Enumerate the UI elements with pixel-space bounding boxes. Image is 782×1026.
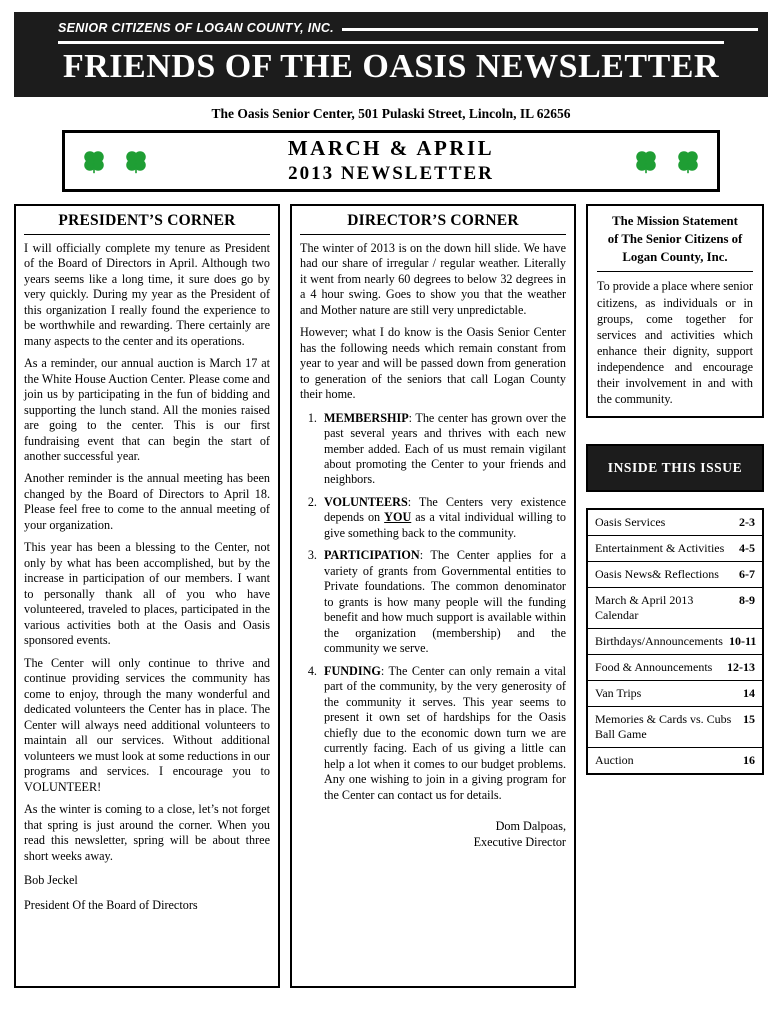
toc-title: Auction [595,753,634,768]
mission-title-line3: Logan County, Inc. [622,249,728,264]
mission-title-line2: of The Senior Citizens of [607,231,743,246]
four-leaf-clover-icon [123,148,149,174]
masthead-rule [342,28,758,31]
presidents-corner-heading: PRESIDENT’S CORNER [24,212,270,235]
masthead-rule-lower [58,41,724,44]
mission-title [597,213,753,273]
toc-page: 14 [743,686,755,701]
need-text-before: : The Centers very existence depends on [324,494,566,525]
table-row[interactable] [588,706,762,747]
table-row[interactable] [588,654,762,680]
sidebar-column [586,204,764,775]
masthead [14,12,768,97]
four-leaf-clover-icon [675,148,701,174]
table-row[interactable] [588,747,762,773]
paragraph: The Center will only continue to thrive and continue providing services the community has come to enjoy, through the many wonderful and dedicated volunteers the Center has in place. The Center will always need additional volunteers to maintain all our services. Without additional volunteers we must look at some reductions in our programs and services. I encourage you to VOLUNTEER! [24,655,270,794]
list-item [320,495,566,541]
issue-banner [62,130,720,192]
toc-page: 6-7 [739,567,755,582]
four-leaf-clover-icon [81,148,107,174]
toc-title: Van Trips [595,686,642,701]
table-row[interactable] [588,680,762,706]
content-columns [14,204,768,988]
organization-name: SENIOR CITIZENS OF LOGAN COUNTY, INC. [58,21,334,35]
table-row[interactable] [588,628,762,654]
table-row[interactable] [588,587,762,628]
president-signature-name: Bob Jeckel [24,873,78,888]
issue-months: MARCH & APRIL [287,136,495,161]
need-label: VOLUNTEERS [324,494,408,509]
need-text: : The Center can only remain a vital part of the community, by the very generosity of the community it serves. This year seems to present it own set of hardships for the Oasis chiefly due to the economic down turn we are currently facing. Each of us giving a little can help a lot when it comes to our budget problems. Any one wishing to join in a giving program for the Center can contact us for details. [324,663,566,802]
paragraph: I will officially complete my tenure as President of the Board of Directors in April. Although two years seems like a long time, it sure does go by very quickly. During my year as the President of this organization I really found the experience to be worthwhile and rewarding. There certainly are many aspects to the center and its operations. [24,240,270,348]
list-item [320,411,566,488]
toc-title: Oasis Services [595,515,666,530]
toc-title: Memories & Cards vs. Cubs Ball Game [595,712,732,742]
inside-this-issue-header: INSIDE THIS ISSUE [586,444,764,492]
director-signature-name: Dom Dalpoas, [495,819,566,834]
toc-page: 10-11 [728,634,757,649]
toc-title: March & April 2013 Calendar [595,593,694,623]
paragraph: Another reminder is the annual meeting has been changed by the Board of Directors to April 18. Please feel free to come to the annual meeting of your organization. [24,471,270,532]
table-row[interactable] [588,561,762,587]
center-needs-list [300,411,566,804]
toc-page: 15 [743,712,755,727]
toc-page: 4-5 [739,541,755,556]
need-text-after: as a vital individual willing to give something back to the community. [324,510,566,540]
paragraph: This year has been a blessing to the Center, not only by what has been accomplished, but by the increase in participation of our members. I want to personally thank all of you who have volunteered, traveled to places, participated in the various activities both at the Oasis and Oasis sponsored events. [24,540,270,648]
toc-title: Birthdays/Announcements [595,634,723,649]
presidents-corner-article [14,204,280,988]
need-label: MEMBERSHIP [324,410,409,425]
center-address: The Oasis Senior Center, 501 Pulaski Street, Lincoln, IL 62656 [211,105,571,121]
clover-group-right [633,148,701,174]
four-leaf-clover-icon [633,148,659,174]
need-label: PARTICIPATION [324,548,420,563]
toc-page: 12-13 [727,660,755,675]
mission-text: To provide a place where senior citizens, as individuals or in groups, come together for services and activities which enhance their dignity, support independence and encourage their involvement in and with the community. [597,279,753,407]
table-row[interactable] [588,508,762,535]
paragraph: As a reminder, our annual auction is March 17 at the White House Auction Center. Please come and join us by participating in the fun of bidding and supporting the lunch stand. All the monies raised are going to the center. This is our first fundraising event that can begin the start of another successful year. [24,356,270,463]
toc-title: Food & Announcements [595,660,713,675]
need-text: : The center has grown over the past several years and thrives with each new member added. Each of us must remain vigilant about promoting the Center to your friends and neighbors. [324,410,566,487]
list-item [320,548,566,656]
directors-corner-heading: DIRECTOR’S CORNER [300,212,566,235]
director-signature-title: Executive Director [473,835,566,850]
directors-corner-article [290,204,576,988]
toc-page: 8-9 [739,593,755,608]
toc-title: Oasis News& Reflections [595,567,719,582]
mission-title-line1: The Mission Statement [612,213,738,228]
table-row[interactable] [588,535,762,561]
issue-text [149,136,633,185]
toc-page: 2-3 [739,515,755,530]
paragraph: As the winter is coming to a close, let’s not forget that spring is just around the corner. When you read this newsletter, spring will be about three short weeks away. [24,802,270,863]
clover-group-left [81,148,149,174]
issue-year: 2013 NEWSLETTER [288,163,494,185]
list-item [320,664,566,803]
toc-title: Entertainment & Activities [595,541,725,556]
paragraph: However; what I do know is the Oasis Senior Center has the following needs which remain constant from year to year and will be passed down from generation to generation of the seniors that call Logan County their home. [300,325,566,402]
mission-statement-box [586,204,764,418]
need-emphasis: YOU [384,510,412,525]
paragraph: The winter of 2013 is on the down hill slide. We have had our share of irregular / regular weather. Literally it went from nearly 60 degrees to below 32 degrees in a 4 hour swing. Goes to show you that the weather and Mother nature are still very unpredictable. [300,240,566,317]
need-text: : The Center applies for a variety of grants from Governmental entities to Private foundations. The common denominator to grants is how many people will the funding benefit and how much support is available within the organization (membership) and the community we serve. [324,548,566,656]
newsletter-title: FRIENDS OF THE OASIS NEWSLETTER [62,48,720,85]
organization-line [24,18,758,38]
toc-page: 16 [743,753,755,768]
need-label: FUNDING [324,663,381,678]
table-of-contents [586,508,764,775]
president-signature-title: President Of the Board of Directors [24,897,198,912]
